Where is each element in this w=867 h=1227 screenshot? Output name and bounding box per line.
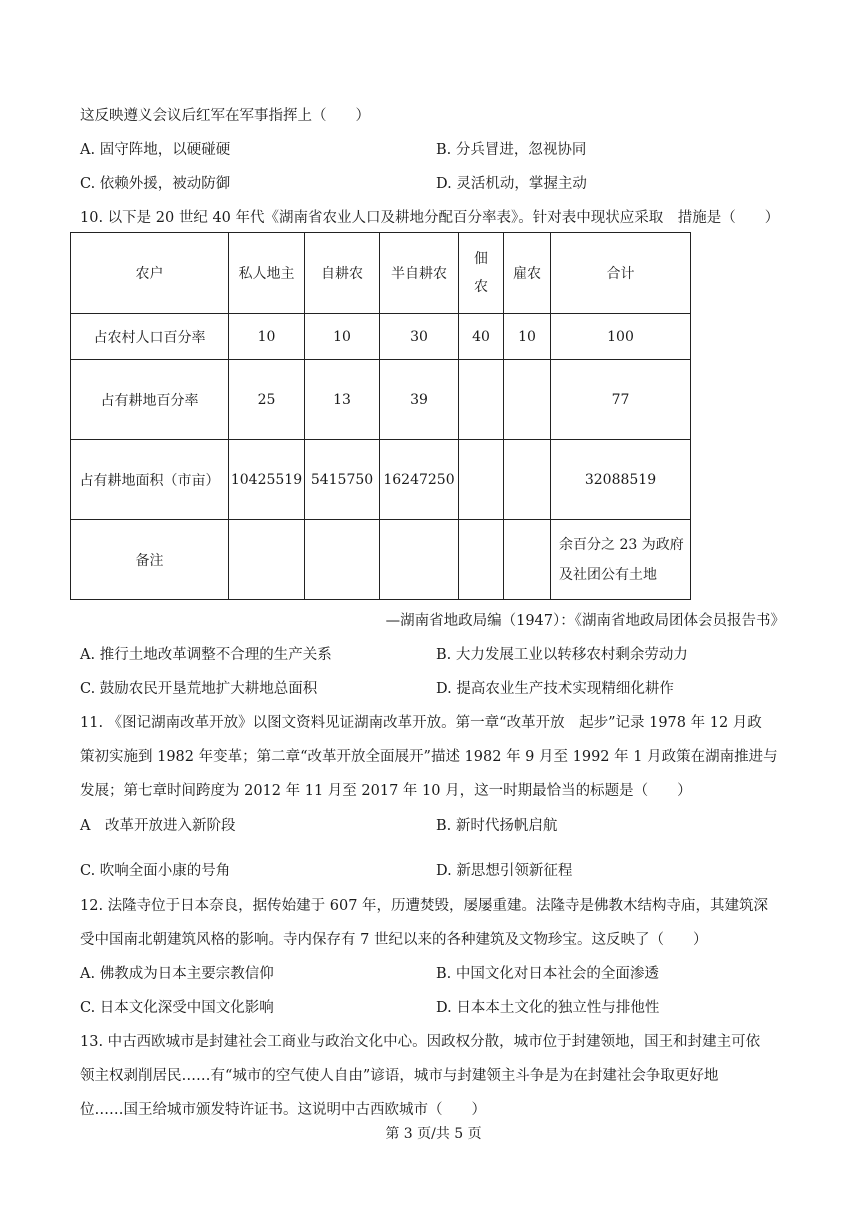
q11-option-a[interactable]: A 改革开放进入新阶段 <box>80 818 236 834</box>
table-cell <box>380 520 459 600</box>
q10-option-d[interactable]: D. 提高农业生产技术实现精细化耕作 <box>436 681 674 697</box>
q12-stem-line: 12. 法隆寺位于日本奈良，据传始建于 607 年，历遭焚毁，屡屡重建。法隆寺是佛教木结构寺庙，其建筑深 <box>80 898 769 914</box>
q13-stem-line: 13. 中古西欧城市是封建社会工商业与政治文化中心。因政权分散，城市位于封建领地，国王和封建主可依 <box>80 1034 761 1050</box>
table-header-row <box>71 233 691 314</box>
table-cell: 13 <box>305 360 380 440</box>
q11-option-b[interactable]: B. 新时代扬帆启航 <box>436 818 558 834</box>
q10-stem: 10. 以下是 20 世纪 40 年代《湖南省农业人口及耕地分配百分率表》。针对表中现状应采取 措施是（ ） <box>80 210 780 226</box>
table-row <box>71 314 691 360</box>
table-cell: 占农村人口百分率 <box>71 314 229 360</box>
q9-option-d[interactable]: D. 灵活机动，掌握主动 <box>436 176 587 192</box>
table-cell <box>459 520 504 600</box>
table-cell-note: 余百分之 23 为政府及社团公有土地 <box>551 520 691 600</box>
q12-option-d[interactable]: D. 日本本土文化的独立性与排他性 <box>436 1000 660 1016</box>
table-cell <box>504 360 551 440</box>
table-cell: 10 <box>305 314 380 360</box>
table-cell: 39 <box>380 360 459 440</box>
table-cell: 备注 <box>71 520 229 600</box>
table-row <box>71 360 691 440</box>
table-header-cell: 雇农 <box>504 233 551 314</box>
page-number: 第 3 页/共 5 页 <box>385 1126 482 1142</box>
q10-option-b[interactable]: B. 大力发展工业以转移农村剩余劳动力 <box>436 647 688 663</box>
table-cell: 5415750 <box>305 440 380 520</box>
q11-stem-line: 发展；第七章时间跨度为 2012 年 11 月至 2017 年 10 月，这一时期最恰当的标题是（ ） <box>80 783 692 799</box>
table-cell: 77 <box>551 360 691 440</box>
table-cell <box>504 520 551 600</box>
table-header-cell: 佃农 <box>459 233 504 314</box>
q9-option-b[interactable]: B. 分兵冒进，忽视协同 <box>436 142 587 158</box>
table-row <box>71 520 691 600</box>
q12-option-b[interactable]: B. 中国文化对日本社会的全面渗透 <box>436 966 659 982</box>
q11-stem-line: 策初实施到 1982 年变革；第二章“改革开放全面展开”描述 1982 年 9 月至 1992 年 1 月政策在湖南推进与 <box>80 749 778 765</box>
q10-option-c[interactable]: C. 鼓励农民开垦荒地扩大耕地总面积 <box>80 681 318 697</box>
table-cell: 30 <box>380 314 459 360</box>
table-header-cell: 私人地主 <box>229 233 305 314</box>
table-cell: 占有耕地百分率 <box>71 360 229 440</box>
q13-stem-line: 位……国王给城市颁发特许证书。这说明中古西欧城市（ ） <box>80 1102 486 1118</box>
table-cell: 100 <box>551 314 691 360</box>
table-cell <box>305 520 380 600</box>
table-cell <box>459 360 504 440</box>
q9-stem-tail: 这反映遵义会议后红军在军事指挥上（ ） <box>80 108 370 124</box>
q10-option-a[interactable]: A. 推行土地改革调整不合理的生产关系 <box>80 647 332 663</box>
table-cell: 10 <box>229 314 305 360</box>
table-cell: 32088519 <box>551 440 691 520</box>
table-source-citation: —湖南省地政局编（1947）：《湖南省地政局团体会员报告书》 <box>385 613 785 629</box>
q12-stem-line: 受中国南北朝建筑风格的影响。寺内保存有 7 世纪以来的各种建筑及文物珍宝。这反映了（ ） <box>80 932 708 948</box>
q11-stem-line: 11. 《图记湖南改革开放》以图文资料见证湖南改革开放。第一章“改革开放 起步”记录 1978 年 12 月政 <box>80 715 762 731</box>
table-cell: 25 <box>229 360 305 440</box>
table-cell: 占有耕地面积（市亩） <box>71 440 229 520</box>
table-header-cell: 半自耕农 <box>380 233 459 314</box>
table-row <box>71 440 691 520</box>
table-cell <box>229 520 305 600</box>
q12-option-c[interactable]: C. 日本文化深受中国文化影响 <box>80 1000 274 1016</box>
table-cell: 10 <box>504 314 551 360</box>
table-cell <box>459 440 504 520</box>
q9-option-a[interactable]: A. 固守阵地，以硬碰硬 <box>80 142 231 158</box>
q9-option-c[interactable]: C. 依赖外援，被动防御 <box>80 176 231 192</box>
table-cell: 40 <box>459 314 504 360</box>
q11-option-d[interactable]: D. 新思想引领新征程 <box>436 863 573 879</box>
table-header-cell: 农户 <box>71 233 229 314</box>
table-cell <box>504 440 551 520</box>
q13-stem-line: 领主权剥削居民……有“城市的空气使人自由”谚语，城市与封建领主斗争是为在封建社会争取更好地 <box>80 1068 719 1084</box>
farmland-distribution-table <box>70 232 691 600</box>
table-cell: 10425519 <box>229 440 305 520</box>
table-header-cell: 合计 <box>551 233 691 314</box>
table-cell: 16247250 <box>380 440 459 520</box>
q11-option-c[interactable]: C. 吹响全面小康的号角 <box>80 863 231 879</box>
q12-option-a[interactable]: A. 佛教成为日本主要宗教信仰 <box>80 966 274 982</box>
table-header-cell: 自耕农 <box>305 233 380 314</box>
